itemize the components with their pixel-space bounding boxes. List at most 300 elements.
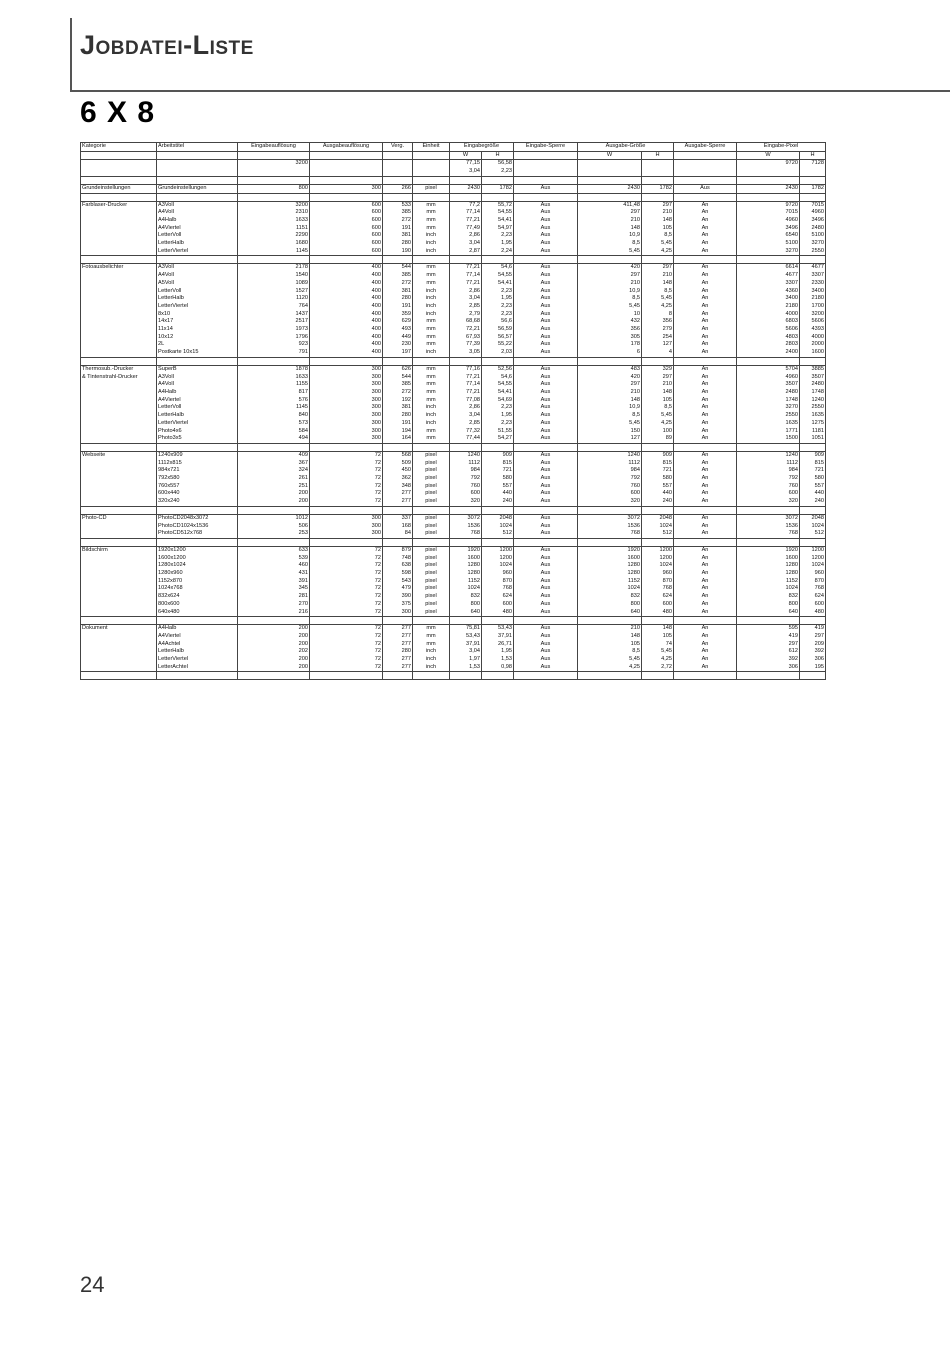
table-cell: 381 [383, 404, 413, 412]
table-cell [514, 168, 578, 176]
table-cell [81, 160, 157, 168]
table-cell: 300 [310, 523, 383, 531]
table-cell: 1200 [482, 555, 514, 563]
table-cell: 1536 [578, 523, 642, 531]
table-cell: 72 [310, 555, 383, 563]
table-cell: 72 [310, 475, 383, 483]
table-cell: 420 [578, 374, 642, 382]
table-cell: 3,04 [450, 295, 482, 303]
table-cell: 197 [383, 349, 413, 357]
table-cell: 760 [450, 483, 482, 491]
table-cell: 5606 [800, 318, 826, 326]
table-cell: 337 [383, 514, 413, 522]
table-cell: 3496 [737, 225, 800, 233]
table-row [81, 184, 826, 193]
table-cell: 297 [642, 264, 674, 272]
table-cell: 4677 [800, 264, 826, 272]
table-cell: 200 [238, 656, 310, 664]
table-cell: A5Voll [157, 280, 238, 288]
table-cell: 209 [800, 641, 826, 649]
table-cell: 2,23 [482, 420, 514, 428]
page-number: 24 [80, 1272, 105, 1297]
table-cell: 320 [578, 498, 642, 506]
table-cell: 3400 [800, 288, 826, 296]
table-cell: 148 [642, 389, 674, 397]
table-cell: 984 [737, 467, 800, 475]
table-cell: pixel [413, 601, 450, 609]
table-cell: 3200 [238, 160, 310, 168]
table-cell: 356 [578, 326, 642, 334]
table-cell: 277 [383, 490, 413, 498]
table-cell: 3,05 [450, 349, 482, 357]
table-cell: An [674, 232, 737, 240]
table-row [81, 664, 826, 672]
table-cell: 164 [383, 435, 413, 443]
table-cell: 84 [383, 530, 413, 538]
table-cell: 760x557 [157, 483, 238, 491]
table-cell: 359 [383, 311, 413, 319]
table-cell: 391 [238, 578, 310, 586]
table-cell: 77,21 [450, 264, 482, 272]
table-cell: 2517 [238, 318, 310, 326]
table-cell: 5100 [800, 232, 826, 240]
table-cell: inch [413, 295, 450, 303]
table-cell: 1152 [450, 578, 482, 586]
table-cell: A4Achtel [157, 641, 238, 649]
table-cell: 4,25 [642, 420, 674, 428]
table-cell: Aus [514, 303, 578, 311]
table-cell: An [674, 555, 737, 563]
table-cell: 1024 [482, 523, 514, 531]
table-cell: mm [413, 374, 450, 382]
table-cell: 297 [642, 201, 674, 209]
table-cell: 240 [800, 498, 826, 506]
table-cell: 420 [578, 264, 642, 272]
table-cell: 3496 [800, 217, 826, 225]
table-cell: 300 [310, 435, 383, 443]
table-cell: Grundeinstellungen [81, 184, 157, 193]
table-cell: 1200 [800, 555, 826, 563]
table-cell: 1,97 [450, 656, 482, 664]
table-row [81, 467, 826, 475]
table-cell: pixel [413, 555, 450, 563]
table-cell: 2550 [800, 248, 826, 256]
table-cell: 2178 [238, 264, 310, 272]
table-cell: 54,55 [482, 209, 514, 217]
table-cell: pixel [413, 490, 450, 498]
table-cell: 2,23 [482, 311, 514, 319]
table-cell [383, 168, 413, 176]
table-cell: 580 [800, 475, 826, 483]
table-cell: 832x624 [157, 593, 238, 601]
table-cell: 544 [383, 264, 413, 272]
table-cell: 72 [310, 498, 383, 506]
table-cell: 1051 [800, 435, 826, 443]
table-cell: PhotoCD512x768 [157, 530, 238, 538]
table-cell: An [674, 460, 737, 468]
table-cell: An [674, 264, 737, 272]
table-cell: 1152x870 [157, 578, 238, 586]
table-cell [310, 168, 383, 176]
table-cell: 54,6 [482, 374, 514, 382]
table-cell: 480 [642, 609, 674, 617]
table-cell: 1280 [578, 570, 642, 578]
table-cell: 2330 [800, 280, 826, 288]
table-cell: 362 [383, 475, 413, 483]
table-cell: 195 [800, 664, 826, 672]
table-cell: 1635 [800, 412, 826, 420]
table-cell: 77,21 [450, 280, 482, 288]
table-row [81, 374, 826, 382]
table-cell: 568 [383, 451, 413, 459]
table-cell: 148 [578, 633, 642, 641]
table-row [81, 349, 826, 357]
table-cell: 2048 [482, 514, 514, 522]
table-cell: A4Viertel [157, 225, 238, 233]
table-cell: 381 [383, 232, 413, 240]
table-cell: An [674, 562, 737, 570]
table-cell: 1600x1200 [157, 555, 238, 563]
table-cell: 573 [238, 420, 310, 428]
table-cell: 77,32 [450, 428, 482, 436]
table-cell: LetterAchtel [157, 664, 238, 672]
table-cell: 4000 [737, 311, 800, 319]
table-cell: 72 [310, 483, 383, 491]
table-cell: 240 [642, 498, 674, 506]
table-row [81, 232, 826, 240]
table-cell: 77,21 [450, 389, 482, 397]
table-cell: mm [413, 389, 450, 397]
table-cell: 1633 [238, 217, 310, 225]
table-cell: 419 [800, 625, 826, 633]
table-cell: 72 [310, 601, 383, 609]
table-cell: 190 [383, 248, 413, 256]
table-cell: A4Halb [157, 217, 238, 225]
table-cell: 1280x960 [157, 570, 238, 578]
table-cell: 2,23 [482, 168, 514, 176]
table-cell: Webseite [81, 451, 157, 459]
subheader-w: W [578, 151, 642, 160]
table-cell: 2,85 [450, 303, 482, 311]
table-cell: 479 [383, 585, 413, 593]
table-cell: 148 [642, 625, 674, 633]
table-cell: Dokument [81, 625, 157, 633]
table-cell: 640 [737, 609, 800, 617]
table-cell: An [674, 514, 737, 522]
table-cell: 72 [310, 578, 383, 586]
table-cell: 55,22 [482, 341, 514, 349]
table-cell: 624 [800, 593, 826, 601]
table-cell: 3072 [450, 514, 482, 522]
table-cell [578, 168, 642, 176]
table-cell: 7015 [800, 201, 826, 209]
table-cell: 400 [310, 318, 383, 326]
table-cell: 3072 [578, 514, 642, 522]
table-cell: 2,24 [482, 248, 514, 256]
table-cell: A4Halb [157, 625, 238, 633]
table-cell: inch [413, 420, 450, 428]
table-cell: An [674, 412, 737, 420]
table-cell: An [674, 498, 737, 506]
table-cell: 1152 [737, 578, 800, 586]
table-cell: 277 [383, 656, 413, 664]
table-cell: pixel [413, 460, 450, 468]
table-cell [413, 160, 450, 168]
table-cell: 3307 [737, 280, 800, 288]
table-cell: Photo4x6 [157, 428, 238, 436]
table-cell: 72 [310, 562, 383, 570]
table-cell: 800x600 [157, 601, 238, 609]
table-cell: 1112 [737, 460, 800, 468]
table-cell: 210 [642, 381, 674, 389]
table-cell: 300 [310, 412, 383, 420]
table-cell: 760 [737, 483, 800, 491]
table-cell: An [674, 326, 737, 334]
table-row [81, 201, 826, 209]
table-row [81, 578, 826, 586]
table-cell: 3507 [737, 381, 800, 389]
table-cell: inch [413, 648, 450, 656]
table-cell: mm [413, 381, 450, 389]
table-cell: 3507 [800, 374, 826, 382]
table-row [81, 538, 826, 546]
table-cell: 1600 [737, 555, 800, 563]
table-cell: pixel [413, 570, 450, 578]
table-cell: 3270 [737, 248, 800, 256]
table-cell: 77,15 [450, 160, 482, 168]
table-row [81, 288, 826, 296]
table-cell: 600x440 [157, 490, 238, 498]
table-cell: 56,6 [482, 318, 514, 326]
table-cell: 1181 [800, 428, 826, 436]
table-cell: 3885 [800, 365, 826, 373]
table-cell: An [674, 570, 737, 578]
table-cell: 768 [450, 530, 482, 538]
table-cell: 984x721 [157, 467, 238, 475]
table-cell: 6 [578, 349, 642, 357]
table-cell: An [674, 334, 737, 342]
table-cell: 54,97 [482, 225, 514, 233]
table-cell: 800 [238, 184, 310, 193]
table-cell: 1200 [642, 546, 674, 554]
table-cell: A4Voll [157, 381, 238, 389]
table-cell: An [674, 318, 737, 326]
table-cell: 148 [642, 280, 674, 288]
table-cell: 375 [383, 601, 413, 609]
table-cell: 2180 [800, 295, 826, 303]
table-row [81, 648, 826, 656]
table-cell: 8,5 [642, 404, 674, 412]
table-cell: Aus [514, 295, 578, 303]
table-cell: Aus [514, 288, 578, 296]
table-row [81, 506, 826, 514]
table-cell: 764 [238, 303, 310, 311]
table-cell: 792 [578, 475, 642, 483]
table-cell: PhotoCD1024x1536 [157, 523, 238, 531]
table-cell: An [674, 530, 737, 538]
table-cell: 77,14 [450, 381, 482, 389]
table-row [81, 240, 826, 248]
table-cell: Aus [514, 451, 578, 459]
table-cell: 870 [800, 578, 826, 586]
table-cell: 7015 [737, 209, 800, 217]
table-row [81, 523, 826, 531]
table-cell: 879 [383, 546, 413, 554]
table-cell: 77,16 [450, 365, 482, 373]
table-cell: Aus [514, 578, 578, 586]
table-cell: 494 [238, 435, 310, 443]
table-cell: 5,45 [642, 295, 674, 303]
table-cell: 2,23 [482, 288, 514, 296]
table-cell: 100 [642, 428, 674, 436]
table-cell: 792 [737, 475, 800, 483]
table-cell: 870 [482, 578, 514, 586]
table-cell: 400 [310, 295, 383, 303]
table-cell: 277 [383, 641, 413, 649]
table-row [81, 264, 826, 272]
table-cell: 1240 [737, 451, 800, 459]
table-cell: Aus [514, 318, 578, 326]
table-cell: 4000 [800, 334, 826, 342]
table-cell: An [674, 295, 737, 303]
table-row [81, 435, 826, 443]
table-cell: 2048 [800, 514, 826, 522]
table-cell: 1748 [737, 397, 800, 405]
table-row [81, 311, 826, 319]
table-cell: 431 [238, 570, 310, 578]
table-cell: 210 [642, 272, 674, 280]
table-cell: 557 [642, 483, 674, 491]
table-cell: 598 [383, 570, 413, 578]
table-cell: 37,91 [450, 641, 482, 649]
table-cell: pixel [413, 184, 450, 193]
table-cell: 1240 [800, 397, 826, 405]
table-cell: 840 [238, 412, 310, 420]
table-cell: 792x580 [157, 475, 238, 483]
table-cell: mm [413, 272, 450, 280]
table-cell: 5,45 [578, 420, 642, 428]
table-cell: 210 [578, 625, 642, 633]
table-cell: 300 [310, 374, 383, 382]
table-cell: 1024 [482, 562, 514, 570]
table-cell: 1437 [238, 311, 310, 319]
table-cell: 2550 [800, 404, 826, 412]
table-cell: 3,04 [450, 168, 482, 176]
table-cell: 4393 [800, 326, 826, 334]
table-cell: 506 [238, 523, 310, 531]
table-cell: inch [413, 240, 450, 248]
table-cell: 51,55 [482, 428, 514, 436]
table-cell: An [674, 490, 737, 498]
table-cell: A3Voll [157, 264, 238, 272]
table-cell: mm [413, 341, 450, 349]
table-cell: 2480 [737, 389, 800, 397]
table-cell: Aus [514, 397, 578, 405]
table-cell: 1,95 [482, 412, 514, 420]
table-cell: A4Voll [157, 272, 238, 280]
table-cell: 54,41 [482, 389, 514, 397]
table-cell: Bildschirm [81, 546, 157, 554]
table-cell: 280 [383, 412, 413, 420]
table-cell: 77,2 [450, 201, 482, 209]
table-cell: 3,04 [450, 240, 482, 248]
table-cell: inch [413, 404, 450, 412]
table-cell: 272 [383, 389, 413, 397]
table-cell: 300 [310, 514, 383, 522]
table-cell: 192 [383, 397, 413, 405]
table-row [81, 326, 826, 334]
table-cell: Aus [514, 609, 578, 617]
table-cell: 624 [482, 593, 514, 601]
table-cell: 5,45 [578, 656, 642, 664]
table-cell: Aus [514, 311, 578, 319]
table-cell: An [674, 523, 737, 531]
table-cell: 8,5 [642, 232, 674, 240]
table-cell: 600 [310, 240, 383, 248]
table-cell: 5,45 [578, 248, 642, 256]
col-header-arbeitstitel: Arbeitstitel [157, 143, 238, 152]
table-cell: 77,49 [450, 225, 482, 233]
table-cell: 240 [482, 498, 514, 506]
table-cell: inch [413, 232, 450, 240]
table-cell: 576 [238, 397, 310, 405]
table-row [81, 389, 826, 397]
table-cell: An [674, 656, 737, 664]
table-cell: Aus [514, 523, 578, 531]
table-cell: & Tintenstrahl-Drucker [81, 374, 157, 382]
table-cell: mm [413, 435, 450, 443]
table-cell: An [674, 601, 737, 609]
table-cell: 1536 [737, 523, 800, 531]
table-row [81, 585, 826, 593]
table-cell: 2,85 [450, 420, 482, 428]
table-cell: 624 [642, 593, 674, 601]
table-cell: 8,5 [578, 648, 642, 656]
table-cell: 178 [578, 341, 642, 349]
table-cell: 629 [383, 318, 413, 326]
table-cell: 626 [383, 365, 413, 373]
table-cell: 72 [310, 641, 383, 649]
table-cell: 4960 [737, 217, 800, 225]
table-cell: 300 [310, 389, 383, 397]
table-cell: pixel [413, 562, 450, 570]
table-cell: 72 [310, 593, 383, 601]
table-cell: An [674, 648, 737, 656]
table-cell: 3270 [737, 404, 800, 412]
table-cell: 200 [238, 664, 310, 672]
table-cell: 127 [578, 435, 642, 443]
table-cell [578, 160, 642, 168]
table-cell: 0,98 [482, 664, 514, 672]
table-cell: 77,44 [450, 435, 482, 443]
table-cell: 4,25 [642, 656, 674, 664]
table-cell: 2,86 [450, 288, 482, 296]
table-cell: 638 [383, 562, 413, 570]
table-cell: mm [413, 334, 450, 342]
table-cell: An [674, 311, 737, 319]
table-cell: 721 [642, 467, 674, 475]
col-header-ausgabe-groesse: Ausgabe-Größe [578, 143, 674, 152]
table-cell: 10,9 [578, 288, 642, 296]
table-cell: 3,04 [450, 648, 482, 656]
table-cell: 37,91 [482, 633, 514, 641]
table-cell: pixel [413, 609, 450, 617]
table-row [81, 609, 826, 617]
table-cell: inch [413, 288, 450, 296]
table-cell: 385 [383, 272, 413, 280]
table-cell: 8,5 [578, 295, 642, 303]
table-cell: 3307 [800, 272, 826, 280]
